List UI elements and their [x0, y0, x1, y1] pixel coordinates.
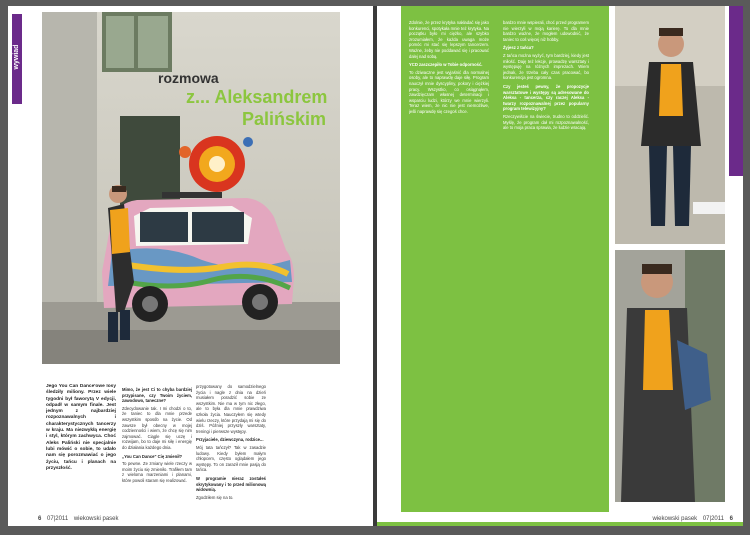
intro-text: Jego You Can Dance'owe losy śledziły miliony. Przez wiele tygodni był faworytą V edycji, odpadł w samym finale. Jest jednym z najbardziej rozpoznawalnych i charakterystycznych tancerzy w kraju. Ma niezwykłą energię i styl, którym zachwyca. Choć Aleks Paliński nie specjalnie lubi mówić o sobie, to udało nam się porozmawiać o jego życiu, tańcu i planach na przyszłość.	[46, 384, 116, 471]
issue: 07|2011	[702, 516, 724, 522]
answer: Z tańca można wyżyć, tym bardziej, kiedy jest miłość. Daję też lekcje, prowadzę warsztaty i występuję na różnych imprezach. Wiem jednak, że trzeba cały czas pracować, bo konkurencja jest ogromna.	[503, 52, 589, 81]
article-column-1	[122, 384, 192, 502]
answer: Rzeczywiście na świecie, trudno to oddzielić. Myślę, że program dał mi rozpoznawalność, ale to moja praca sprawia, że ludzie wracają.	[503, 113, 589, 131]
issue: 07|2011	[47, 516, 69, 522]
section-label-bar	[12, 14, 22, 104]
right-page	[377, 6, 743, 526]
section-label: wywiad	[13, 44, 20, 70]
page-number: 6	[38, 516, 42, 522]
car-photo	[42, 12, 340, 364]
page-number: 6	[729, 516, 733, 522]
answer: Zdecydowanie tak. I mi chodzi o to, że taniec to dla mnie przede wszystkim sposób na życie. Od zawsze był obecny w mojej codzienności i wiem, że chcę się nim zajmować. Ciągle się uczę i rozwijam, bo to daje mi siłę i energię do działania każdego dnia.	[122, 405, 192, 450]
magazine-name: wiekowski pasek	[73, 516, 119, 522]
magazine-name: wiekowski pasek	[652, 516, 698, 522]
article-column-2	[196, 384, 266, 502]
question: Żyjesz z tańca?	[503, 45, 534, 51]
answer: To dziwaczne jest wyjaśnić dla normalnej osoby, ale to naprawdę daje siłę. Program nauczył mnie dyscypliny, pokory i ciężkiej pracy. Wszystko, co osiągnąłem, zawdzięczam własnej determinacji i wsparciu ludzi, którzy we mnie wierzyli. Teraz wiem, że nic nie jest niemożliwe, jeśli naprawdę się czegoś chce.	[409, 69, 489, 114]
portrait-photo-1	[615, 6, 725, 244]
answer: Zdolnie, że przez krytyka nakładać się jako konkurenci, spotykała mnie też krytyka. Na początku było mi ciężko, ale szybko zrozumiałem, że każda uwaga może pomóc mi stać się lepszym tancerzem. Ważne, żeby nie poddawać się i pracować dalej nad sobą.	[409, 20, 489, 59]
purple-edge	[729, 6, 743, 176]
title-block	[158, 70, 358, 130]
answer: przygotowany do samodzielnego życia i nagle z dnia na dzień musiałem poradzić sobie ze wszystkim. Nie ma w tym nic złego, ale to była dla mnie prawdziwa szkoła życia. Nauczyłem się wtedy wielu rzeczy, które przydają mi się do dziś. Później przyszły warsztaty, treningi i pierwsze występy.	[196, 384, 266, 434]
answer: Mój tata tańczył? Tak w zasadzie ludowy. Kiedy byłem małym chłopcem, często oglądałem jego występy. To on zaraził mnie pasją do tańca.	[196, 444, 266, 473]
photo-illustration	[42, 12, 340, 364]
article-column-3	[409, 20, 489, 496]
portrait-illustration-2	[615, 250, 725, 502]
portrait-illustration-1	[615, 6, 725, 244]
article-column-4	[503, 20, 589, 496]
title-line-1: rozmowa	[158, 70, 219, 86]
left-page	[8, 6, 373, 526]
question: W programie nieraz zostałeś skrytykowany i to przed milionową widownią.	[196, 475, 266, 493]
title-line-2: z... Aleksandrem	[186, 87, 328, 107]
question: YCD zaszczepiło w Tobie odporność.	[409, 62, 483, 68]
title-line-3: Palińskim	[242, 109, 327, 129]
question: Czy jesteś pewny, że propozycje warsztatowe i występy są adresowane do Aleksa - tancerza, czy raczej Aleksa - twarzy rozpoznawalnej przez popularny program telewizyjny?	[503, 83, 589, 112]
answer: bardzo mnie wspierali, choć przed programem nie wierzyli w moją karierę. To dla mnie bardzo ważne, że mogłem udowodnić, że taniec to coś więcej niż hobby.	[503, 20, 589, 42]
portrait-photo-2	[615, 250, 725, 502]
question: „You Can Dance" Cię zmienił?	[122, 453, 183, 459]
question: Mimo, że jest Ci to chyba bardziej przypisane, czy Twoim życiem, zawodowo, taneczne?	[122, 387, 192, 404]
left-footer	[38, 512, 238, 526]
answer: To pewne. Ze zmiany wiele rzeczy w moim życiu się zmieniło. Trafiłem tam z wieloma marzeniami i planami, które powoli staram się realizować.	[122, 461, 192, 483]
answer: Zgodziłem się na to.	[196, 494, 234, 500]
question: Przyjaciele, dziewczyna, rodzice...	[196, 437, 264, 443]
right-footer	[533, 512, 733, 526]
